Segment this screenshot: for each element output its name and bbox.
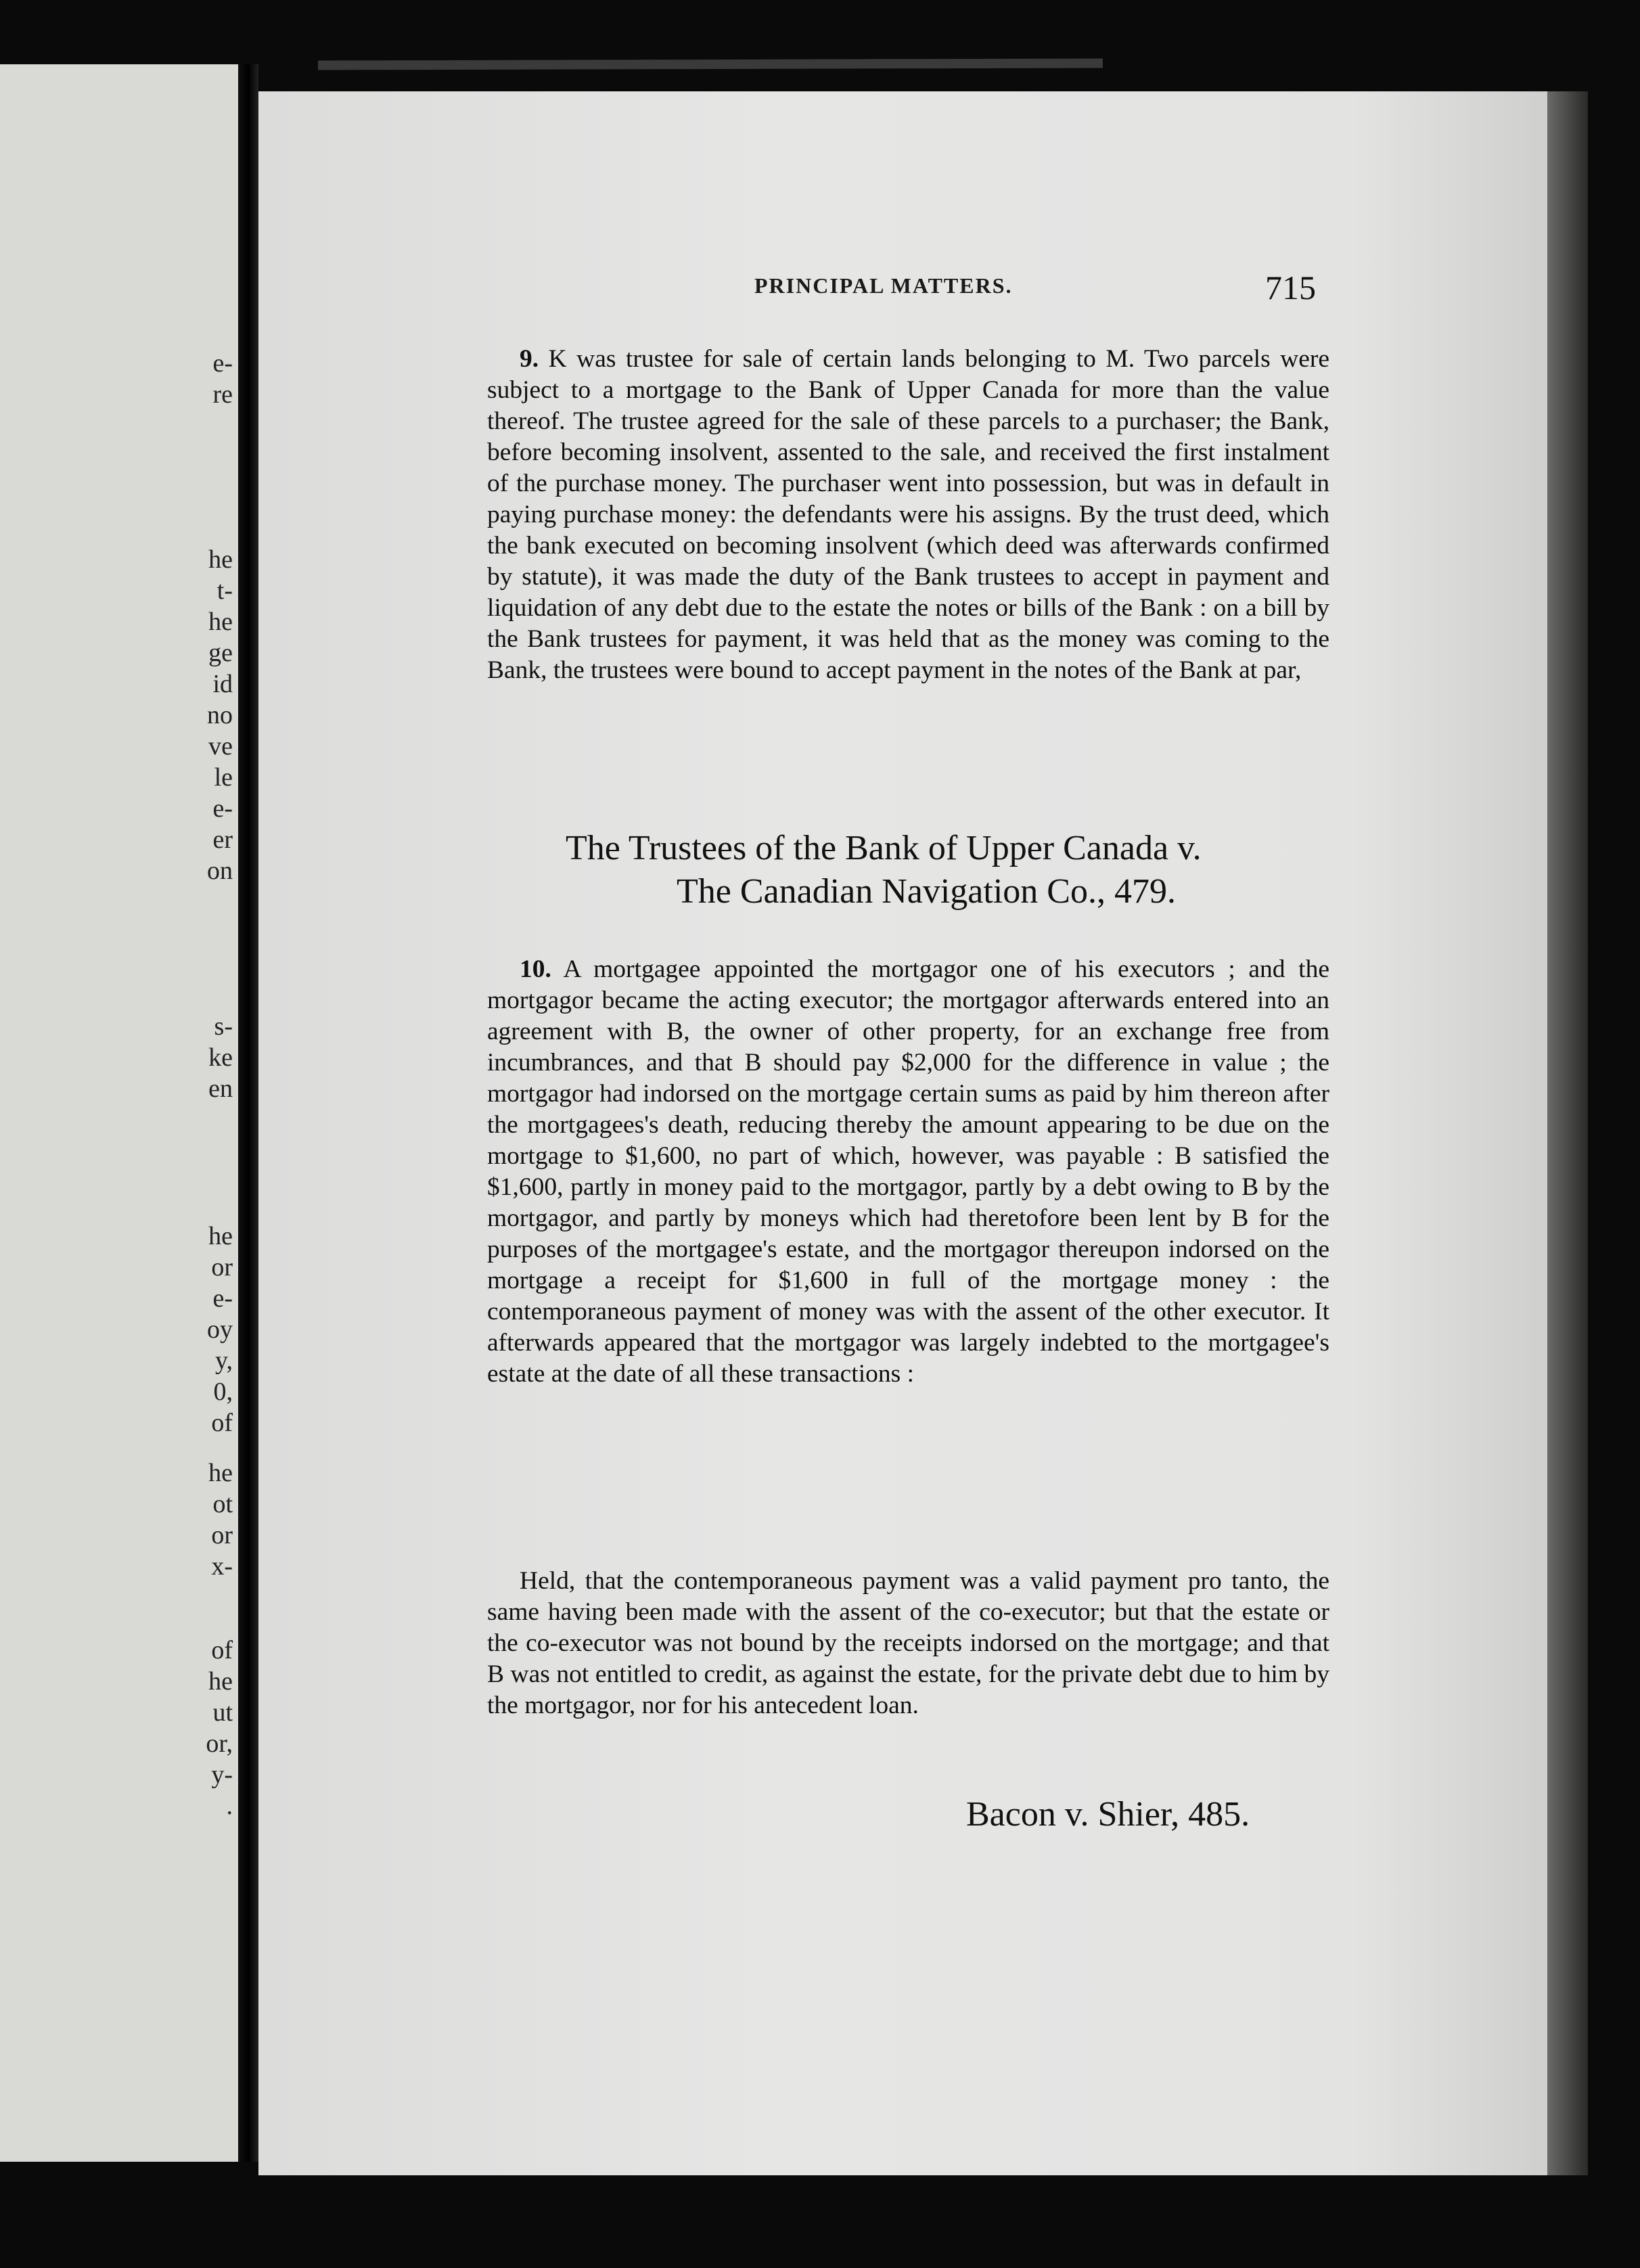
margin-fragment: y- — [211, 1761, 233, 1789]
margin-fragment: ke — [208, 1043, 233, 1072]
citation-bacon-v-shier: Bacon v. Shier, 485. — [966, 1795, 1250, 1834]
margin-fragment: s- — [214, 1012, 233, 1041]
margin-fragment: he — [208, 608, 233, 636]
margin-fragment: he — [208, 1667, 233, 1696]
top-edge-shadow — [318, 58, 1103, 70]
book-gutter — [238, 64, 258, 2162]
running-head: PRINCIPAL MATTERS. — [754, 273, 1013, 298]
margin-fragment: of — [211, 1636, 233, 1664]
facing-page — [0, 64, 238, 2162]
held-paragraph — [487, 1566, 1329, 1721]
margin-fragment: ut — [212, 1698, 233, 1727]
margin-fragment: he — [208, 1222, 233, 1250]
margin-fragment: or, — [206, 1729, 233, 1758]
entry-number: 10. — [520, 955, 551, 983]
margin-fragment: or — [211, 1253, 233, 1282]
margin-fragment: he — [208, 545, 233, 574]
margin-fragment: re — [212, 380, 233, 409]
margin-fragment: y, — [214, 1346, 233, 1375]
page-number: 715 — [1265, 269, 1316, 307]
margin-fragment: ve — [208, 732, 233, 761]
margin-fragment: he — [208, 1459, 233, 1487]
margin-fragment: t- — [217, 576, 233, 605]
entry-10 — [487, 954, 1329, 1390]
margin-fragment: e- — [212, 349, 233, 378]
margin-fragment: er — [212, 825, 233, 854]
margin-fragment: id — [212, 670, 233, 698]
citation-line-1: The Trustees of the Bank of Upper Canada v. — [566, 829, 1202, 867]
margin-fragment: 0, — [213, 1378, 233, 1406]
margin-fragment: e- — [212, 1284, 233, 1313]
citation-line-2: The Canadian Navigation Co., 479. — [677, 872, 1176, 911]
margin-fragment: ot — [212, 1490, 233, 1518]
margin-fragment: on — [207, 857, 233, 885]
held-text: Held, that the contemporaneous payment was a valid payment pro tanto, the same having been made with the assent of the co-executor; but that the estate or the co-executor was not bound by the receipts indorsed on the mortgage; and that B was not entitled to credit, as against the estate, for the private debt due to him by the mortgagor, nor for his antecedent loan. — [487, 1567, 1329, 1719]
margin-fragment: no — [207, 701, 233, 729]
entry-number: 9. — [520, 345, 539, 373]
margin-fragment: le — [214, 763, 233, 792]
margin-fragment: or — [211, 1521, 233, 1549]
entry-text: A mortgagee appointed the mortgagor one of his executors ; and the mortgagor became the acting executor; the mortgagor afterwards entered into an agreement with B, the owner of other property, for an exchange free from incumbrances, and that B should pay $2,000 for the difference in value ; the mortgagor had indorsed on the mortgage certain sums as paid by him thereon after the mortgagees's death, reducing thereby the amount appearing to be due on the mortgage to $1,600, no part of which, however, was payable : B satisfied the $1,600, partly in money paid to the mortgagor, partly by a debt owing to B by the mortgagor, and partly by moneys which had theretofore been lent by B for the purposes of the mortgagee's estate, and the mortgagor thereupon indorsed on the mortgage a receipt for $1,600 in full of the mortgage money : the contemporaneous payment of money was with the assent of the other executor. It afterwards appeared that the mortgagor was largely indebted to the mortgagee's estate at the date of all these transactions : — [487, 955, 1329, 1388]
entry-9 — [487, 344, 1329, 686]
margin-fragment: oy — [207, 1315, 233, 1344]
margin-fragment: e- — [212, 794, 233, 823]
margin-fragment: ge — [208, 639, 233, 667]
margin-fragment: of — [211, 1409, 233, 1437]
margin-fragment: en — [208, 1074, 233, 1103]
page-edge — [1547, 91, 1588, 2175]
margin-fragment: x- — [211, 1552, 233, 1581]
entry-text: K was trustee for sale of certain lands belonging to M. Two parcels were subject to a mortgage to the Bank of Upper Canada for more than the value thereof. The trustee agreed for the sale of these parcels to a purchaser; the Bank, before becoming insolvent, assented to the sale, and received the first instalment of the purchase money. The purchaser went into possession, but was in default in paying purchase money: the defendants were his assigns. By the trust deed, which the bank executed on becoming insolvent (which deed was afterwards confirmed by statute), it was made the duty of the Bank trustees to accept in payment and liquidation of any debt due to the estate the notes or bills of the Bank : on a bill by the Bank trustees for payment, it was held that as the money was coming to the Bank, the trustees were bound to accept payment in the notes of the Bank at par, — [487, 345, 1330, 684]
margin-fragment: . — [226, 1792, 233, 1820]
